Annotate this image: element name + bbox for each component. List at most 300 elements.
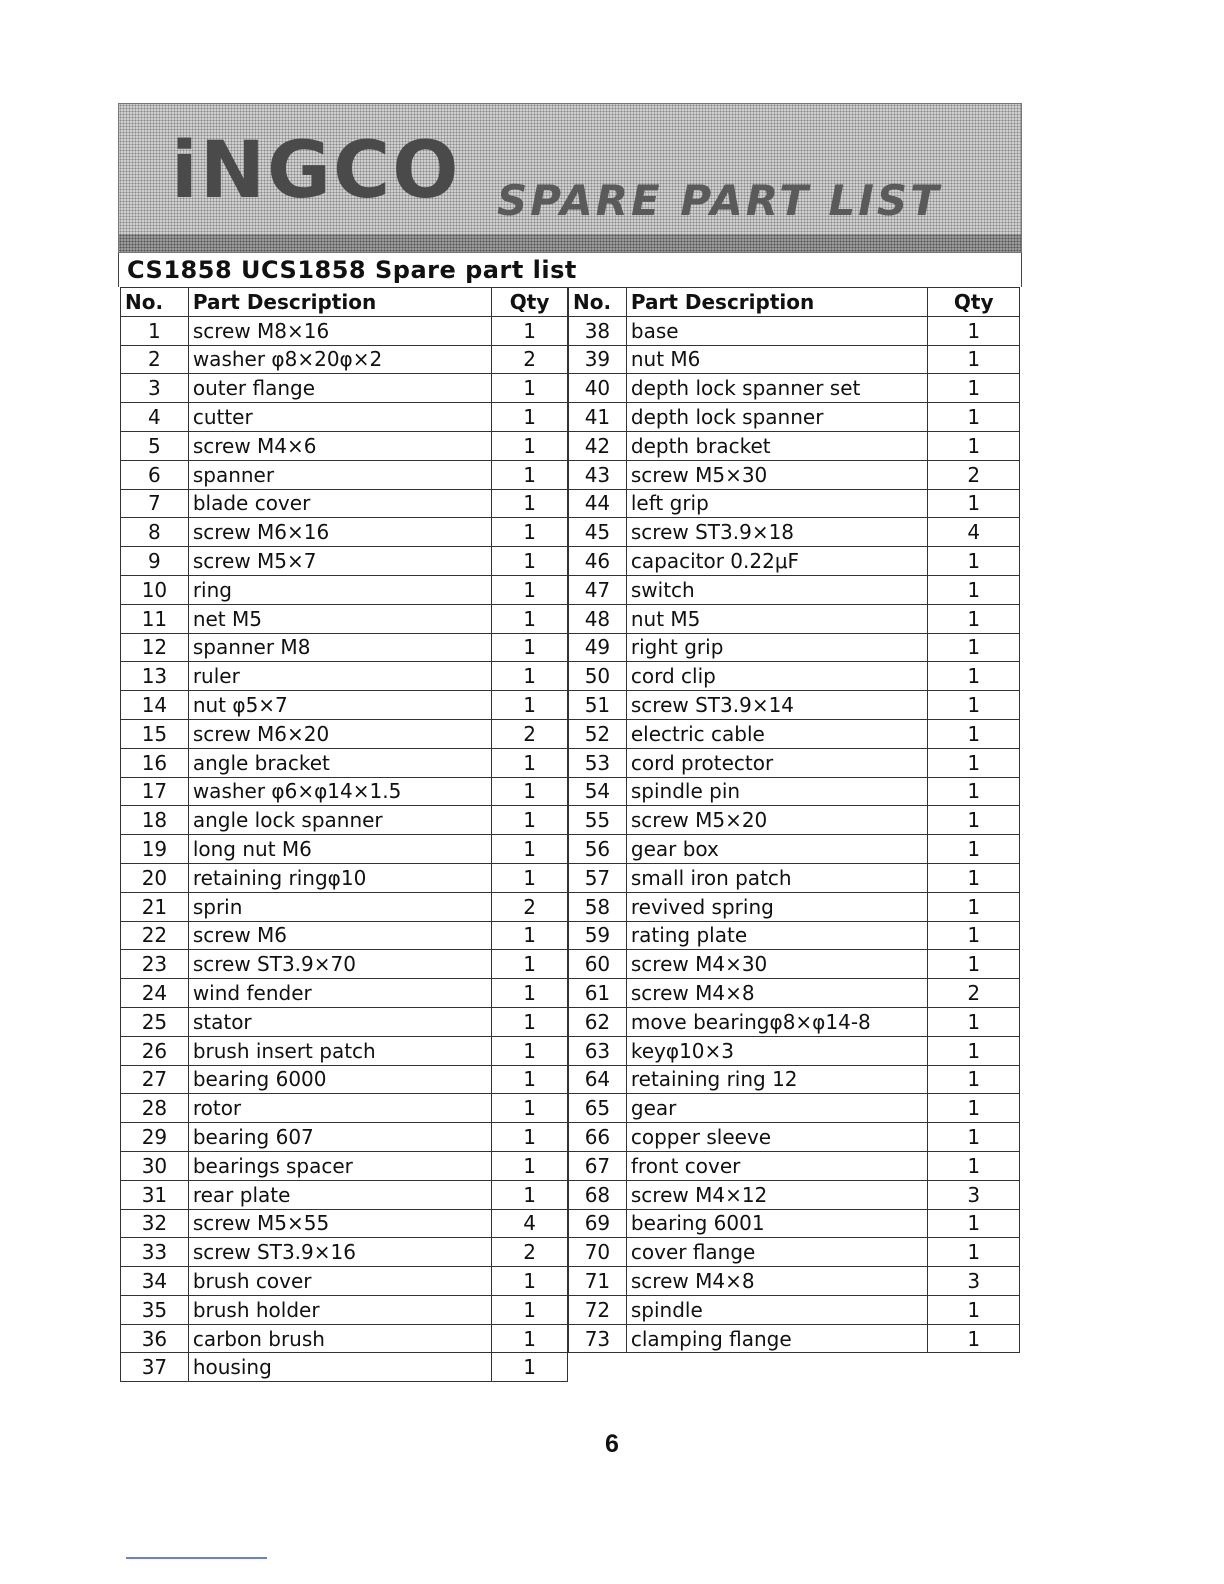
part-number: 61 xyxy=(569,979,627,1008)
part-number: 55 xyxy=(569,806,627,835)
part-description: housing xyxy=(188,1353,491,1382)
part-description: stator xyxy=(188,1007,491,1036)
table-row xyxy=(121,777,568,806)
part-description: rotor xyxy=(188,1094,491,1123)
part-number: 16 xyxy=(121,748,189,777)
part-qty: 1 xyxy=(492,1123,568,1152)
part-qty: 1 xyxy=(928,1324,1020,1353)
part-number: 36 xyxy=(121,1324,189,1353)
table-row xyxy=(121,921,568,950)
part-qty: 1 xyxy=(492,431,568,460)
part-number: 47 xyxy=(569,575,627,604)
part-qty: 1 xyxy=(928,374,1020,403)
part-description: nut φ5×7 xyxy=(188,691,491,720)
footer-rule xyxy=(126,1557,267,1559)
table-row xyxy=(569,979,1020,1008)
part-number: 17 xyxy=(121,777,189,806)
part-number: 5 xyxy=(121,431,189,460)
page-number: 6 xyxy=(605,1430,619,1458)
part-number: 33 xyxy=(121,1238,189,1267)
table-row xyxy=(121,806,568,835)
part-description: angle bracket xyxy=(188,748,491,777)
part-description: cord protector xyxy=(626,748,928,777)
part-qty: 1 xyxy=(928,604,1020,633)
part-description: spanner M8 xyxy=(188,633,491,662)
part-qty: 1 xyxy=(492,1295,568,1324)
part-number: 21 xyxy=(121,892,189,921)
part-description: depth lock spanner set xyxy=(626,374,928,403)
part-qty: 1 xyxy=(492,1007,568,1036)
part-qty: 1 xyxy=(492,748,568,777)
parts-table-right xyxy=(568,287,1020,1353)
part-description: rating plate xyxy=(626,921,928,950)
table-row xyxy=(121,1209,568,1238)
table-row xyxy=(121,662,568,691)
part-description: revived spring xyxy=(626,892,928,921)
part-qty: 1 xyxy=(928,863,1020,892)
part-qty: 1 xyxy=(492,1065,568,1094)
part-number: 22 xyxy=(121,921,189,950)
part-number: 14 xyxy=(121,691,189,720)
table-row xyxy=(569,374,1020,403)
part-qty: 1 xyxy=(928,547,1020,576)
table-row xyxy=(121,1295,568,1324)
part-qty: 1 xyxy=(928,691,1020,720)
part-number: 49 xyxy=(569,633,627,662)
part-qty: 1 xyxy=(928,633,1020,662)
part-qty: 1 xyxy=(928,806,1020,835)
part-qty: 1 xyxy=(928,1123,1020,1152)
part-number: 28 xyxy=(121,1094,189,1123)
part-number: 11 xyxy=(121,604,189,633)
part-qty: 2 xyxy=(492,345,568,374)
table-row xyxy=(569,431,1020,460)
part-qty: 1 xyxy=(928,575,1020,604)
table-row xyxy=(121,604,568,633)
part-qty: 1 xyxy=(492,575,568,604)
part-number: 42 xyxy=(569,431,627,460)
part-number: 8 xyxy=(121,518,189,547)
part-description: keyφ10×3 xyxy=(626,1036,928,1065)
ingco-logo: iNGCO xyxy=(171,126,461,216)
part-number: 38 xyxy=(569,316,627,345)
part-qty: 1 xyxy=(928,777,1020,806)
part-description: screw M4×8 xyxy=(626,979,928,1008)
part-number: 6 xyxy=(121,460,189,489)
part-number: 65 xyxy=(569,1094,627,1123)
table-row xyxy=(121,1238,568,1267)
part-qty: 1 xyxy=(492,806,568,835)
part-number: 63 xyxy=(569,1036,627,1065)
part-number: 40 xyxy=(569,374,627,403)
table-row xyxy=(121,374,568,403)
table-row xyxy=(569,892,1020,921)
part-qty: 1 xyxy=(492,489,568,518)
part-qty: 1 xyxy=(928,921,1020,950)
part-qty: 1 xyxy=(928,345,1020,374)
part-description: screw M4×8 xyxy=(626,1267,928,1296)
part-qty: 1 xyxy=(928,950,1020,979)
table-row xyxy=(121,1267,568,1296)
part-description: depth bracket xyxy=(626,431,928,460)
table-row xyxy=(121,518,568,547)
part-number: 64 xyxy=(569,1065,627,1094)
part-qty: 1 xyxy=(492,1151,568,1180)
part-qty: 1 xyxy=(928,1007,1020,1036)
part-qty: 1 xyxy=(928,1151,1020,1180)
table-row xyxy=(569,950,1020,979)
part-qty: 1 xyxy=(492,460,568,489)
table-row xyxy=(569,806,1020,835)
part-description: washer φ6×φ14×1.5 xyxy=(188,777,491,806)
part-description: clamping flange xyxy=(626,1324,928,1353)
part-qty: 1 xyxy=(492,1036,568,1065)
table-row xyxy=(569,1209,1020,1238)
table-row xyxy=(121,1324,568,1353)
table-row xyxy=(121,316,568,345)
part-number: 34 xyxy=(121,1267,189,1296)
part-description: blade cover xyxy=(188,489,491,518)
part-description: brush holder xyxy=(188,1295,491,1324)
part-qty: 1 xyxy=(928,431,1020,460)
part-description: switch xyxy=(626,575,928,604)
part-number: 59 xyxy=(569,921,627,950)
table-row xyxy=(121,1094,568,1123)
part-number: 19 xyxy=(121,835,189,864)
part-number: 71 xyxy=(569,1267,627,1296)
table-row xyxy=(569,835,1020,864)
table-row xyxy=(569,1065,1020,1094)
parts-tables xyxy=(118,287,1022,1387)
part-qty: 1 xyxy=(492,1324,568,1353)
table-row xyxy=(569,1267,1020,1296)
part-description: gear xyxy=(626,1094,928,1123)
part-description: ruler xyxy=(188,662,491,691)
part-qty: 1 xyxy=(928,316,1020,345)
part-description: nut M6 xyxy=(626,345,928,374)
part-qty: 2 xyxy=(928,460,1020,489)
part-number: 45 xyxy=(569,518,627,547)
part-qty: 1 xyxy=(492,863,568,892)
brand-banner xyxy=(118,103,1022,253)
part-number: 3 xyxy=(121,374,189,403)
part-number: 73 xyxy=(569,1324,627,1353)
part-qty: 1 xyxy=(928,892,1020,921)
part-description: carbon brush xyxy=(188,1324,491,1353)
table-row xyxy=(121,431,568,460)
table-row xyxy=(121,1123,568,1152)
table-row xyxy=(569,921,1020,950)
table-row xyxy=(121,863,568,892)
table-row xyxy=(121,1180,568,1209)
table-row xyxy=(121,575,568,604)
part-description: move bearingφ8×φ14-8 xyxy=(626,1007,928,1036)
part-description: net M5 xyxy=(188,604,491,633)
part-number: 68 xyxy=(569,1180,627,1209)
part-description: screw ST3.9×16 xyxy=(188,1238,491,1267)
table-row xyxy=(121,835,568,864)
table-row xyxy=(569,777,1020,806)
part-qty: 1 xyxy=(928,835,1020,864)
table-row xyxy=(569,719,1020,748)
part-number: 53 xyxy=(569,748,627,777)
part-number: 51 xyxy=(569,691,627,720)
part-description: brush cover xyxy=(188,1267,491,1296)
column-header-no: No. xyxy=(121,288,189,317)
part-number: 20 xyxy=(121,863,189,892)
column-header-qty: Qty xyxy=(492,288,568,317)
part-description: retaining ringφ10 xyxy=(188,863,491,892)
part-number: 72 xyxy=(569,1295,627,1324)
part-qty: 1 xyxy=(492,604,568,633)
part-description: copper sleeve xyxy=(626,1123,928,1152)
table-row xyxy=(569,863,1020,892)
part-description: bearing 6000 xyxy=(188,1065,491,1094)
part-number: 32 xyxy=(121,1209,189,1238)
part-number: 10 xyxy=(121,575,189,604)
part-description: cord clip xyxy=(626,662,928,691)
part-qty: 1 xyxy=(928,403,1020,432)
part-qty: 1 xyxy=(492,1267,568,1296)
part-description: depth lock spanner xyxy=(626,403,928,432)
part-description: cutter xyxy=(188,403,491,432)
part-description: screw M5×55 xyxy=(188,1209,491,1238)
part-description: screw M4×30 xyxy=(626,950,928,979)
part-number: 9 xyxy=(121,547,189,576)
table-row xyxy=(569,575,1020,604)
part-number: 44 xyxy=(569,489,627,518)
parts-table-left xyxy=(120,287,568,1382)
part-description: screw M8×16 xyxy=(188,316,491,345)
table-row xyxy=(569,633,1020,662)
table-row xyxy=(121,547,568,576)
part-qty: 1 xyxy=(492,1353,568,1382)
part-number: 37 xyxy=(121,1353,189,1382)
part-qty: 2 xyxy=(492,892,568,921)
part-qty: 1 xyxy=(928,1295,1020,1324)
column-header-no: No. xyxy=(569,288,627,317)
banner-title: SPARE PART LIST xyxy=(497,176,942,225)
part-number: 13 xyxy=(121,662,189,691)
part-qty: 2 xyxy=(492,719,568,748)
part-qty: 1 xyxy=(928,748,1020,777)
part-qty: 2 xyxy=(928,979,1020,1008)
table-header-row xyxy=(569,288,1020,317)
part-qty: 1 xyxy=(492,921,568,950)
part-description: screw M6×16 xyxy=(188,518,491,547)
table-row xyxy=(569,518,1020,547)
part-qty: 4 xyxy=(928,518,1020,547)
part-number: 52 xyxy=(569,719,627,748)
table-row xyxy=(121,489,568,518)
part-description: screw M4×6 xyxy=(188,431,491,460)
part-description: screw ST3.9×70 xyxy=(188,950,491,979)
part-description: outer flange xyxy=(188,374,491,403)
part-qty: 1 xyxy=(492,633,568,662)
part-number: 1 xyxy=(121,316,189,345)
part-number: 23 xyxy=(121,950,189,979)
part-description: cover flange xyxy=(626,1238,928,1267)
part-number: 48 xyxy=(569,604,627,633)
part-number: 35 xyxy=(121,1295,189,1324)
part-qty: 1 xyxy=(928,1209,1020,1238)
part-description: screw ST3.9×14 xyxy=(626,691,928,720)
part-qty: 1 xyxy=(928,1065,1020,1094)
table-row xyxy=(121,892,568,921)
part-description: screw M5×20 xyxy=(626,806,928,835)
part-description: capacitor 0.22μF xyxy=(626,547,928,576)
part-number: 12 xyxy=(121,633,189,662)
part-description: front cover xyxy=(626,1151,928,1180)
part-description: nut M5 xyxy=(626,604,928,633)
table-row xyxy=(569,316,1020,345)
part-number: 7 xyxy=(121,489,189,518)
part-qty: 3 xyxy=(928,1180,1020,1209)
table-row xyxy=(121,719,568,748)
part-qty: 1 xyxy=(492,691,568,720)
part-description: sprin xyxy=(188,892,491,921)
part-number: 24 xyxy=(121,979,189,1008)
part-description: screw ST3.9×18 xyxy=(626,518,928,547)
part-number: 43 xyxy=(569,460,627,489)
part-number: 30 xyxy=(121,1151,189,1180)
table-row xyxy=(121,345,568,374)
part-qty: 1 xyxy=(492,547,568,576)
table-row xyxy=(569,1094,1020,1123)
part-description: screw M4×12 xyxy=(626,1180,928,1209)
table-row xyxy=(569,1324,1020,1353)
part-number: 27 xyxy=(121,1065,189,1094)
part-number: 2 xyxy=(121,345,189,374)
column-header-qty: Qty xyxy=(928,288,1020,317)
table-row xyxy=(121,403,568,432)
part-description: ring xyxy=(188,575,491,604)
table-row xyxy=(569,1295,1020,1324)
table-row xyxy=(569,460,1020,489)
part-number: 58 xyxy=(569,892,627,921)
part-number: 41 xyxy=(569,403,627,432)
part-qty: 1 xyxy=(928,1094,1020,1123)
spare-part-sheet xyxy=(118,103,1022,1387)
part-description: washer φ8×20φ×2 xyxy=(188,345,491,374)
table-row xyxy=(121,691,568,720)
part-description: wind fender xyxy=(188,979,491,1008)
part-number: 18 xyxy=(121,806,189,835)
part-number: 62 xyxy=(569,1007,627,1036)
table-row xyxy=(569,547,1020,576)
table-row xyxy=(569,662,1020,691)
table-row xyxy=(121,1036,568,1065)
table-row xyxy=(569,748,1020,777)
column-header-description: Part Description xyxy=(188,288,491,317)
part-description: base xyxy=(626,316,928,345)
part-description: brush insert patch xyxy=(188,1036,491,1065)
table-row xyxy=(121,460,568,489)
part-description: spindle pin xyxy=(626,777,928,806)
part-qty: 1 xyxy=(492,403,568,432)
table-row xyxy=(121,748,568,777)
part-qty: 3 xyxy=(928,1267,1020,1296)
part-description: screw M5×30 xyxy=(626,460,928,489)
document-title: CS1858 UCS1858 Spare part list xyxy=(118,253,1022,287)
part-qty: 1 xyxy=(492,374,568,403)
table-row xyxy=(121,950,568,979)
part-qty: 1 xyxy=(928,489,1020,518)
table-row xyxy=(121,1007,568,1036)
part-qty: 1 xyxy=(928,1238,1020,1267)
table-row xyxy=(569,691,1020,720)
part-number: 66 xyxy=(569,1123,627,1152)
part-description: screw M6 xyxy=(188,921,491,950)
table-row xyxy=(121,1353,568,1382)
part-qty: 1 xyxy=(492,950,568,979)
table-row xyxy=(121,633,568,662)
part-qty: 1 xyxy=(492,1180,568,1209)
part-description: long nut M6 xyxy=(188,835,491,864)
part-qty: 1 xyxy=(928,1036,1020,1065)
table-row xyxy=(569,604,1020,633)
part-qty: 4 xyxy=(492,1209,568,1238)
part-qty: 1 xyxy=(492,316,568,345)
part-qty: 1 xyxy=(492,777,568,806)
table-row xyxy=(569,1007,1020,1036)
part-description: bearings spacer xyxy=(188,1151,491,1180)
part-qty: 1 xyxy=(492,979,568,1008)
table-row xyxy=(569,1180,1020,1209)
table-row xyxy=(569,1151,1020,1180)
part-number: 29 xyxy=(121,1123,189,1152)
part-number: 39 xyxy=(569,345,627,374)
part-number: 56 xyxy=(569,835,627,864)
banner-strip xyxy=(119,234,1021,252)
part-number: 15 xyxy=(121,719,189,748)
part-number: 67 xyxy=(569,1151,627,1180)
part-qty: 1 xyxy=(928,719,1020,748)
part-qty: 2 xyxy=(492,1238,568,1267)
part-number: 31 xyxy=(121,1180,189,1209)
table-header-row xyxy=(121,288,568,317)
part-description: angle lock spanner xyxy=(188,806,491,835)
part-number: 57 xyxy=(569,863,627,892)
part-description: bearing 607 xyxy=(188,1123,491,1152)
part-description: screw M5×7 xyxy=(188,547,491,576)
part-qty: 1 xyxy=(928,662,1020,691)
table-row xyxy=(569,489,1020,518)
part-qty: 1 xyxy=(492,662,568,691)
part-number: 25 xyxy=(121,1007,189,1036)
part-qty: 1 xyxy=(492,835,568,864)
part-description: small iron patch xyxy=(626,863,928,892)
table-row xyxy=(569,1036,1020,1065)
table-row xyxy=(121,1065,568,1094)
part-description: left grip xyxy=(626,489,928,518)
part-number: 70 xyxy=(569,1238,627,1267)
part-description: right grip xyxy=(626,633,928,662)
part-description: spindle xyxy=(626,1295,928,1324)
table-row xyxy=(569,1238,1020,1267)
table-row xyxy=(569,403,1020,432)
part-description: spanner xyxy=(188,460,491,489)
table-row xyxy=(121,979,568,1008)
table-row xyxy=(569,1123,1020,1152)
part-number: 26 xyxy=(121,1036,189,1065)
table-row xyxy=(121,1151,568,1180)
part-number: 60 xyxy=(569,950,627,979)
part-description: screw M6×20 xyxy=(188,719,491,748)
table-row xyxy=(569,345,1020,374)
part-description: gear box xyxy=(626,835,928,864)
part-number: 50 xyxy=(569,662,627,691)
